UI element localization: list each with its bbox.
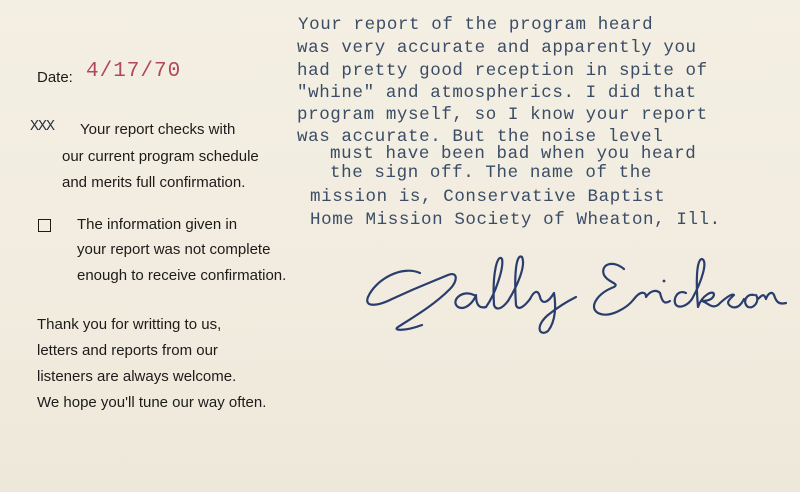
confirmed-line-3: and merits full confirmation.	[62, 174, 246, 191]
typed-line-3: had pretty good reception in spite of	[297, 61, 708, 81]
incomplete-line-2: your report was not complete	[77, 241, 271, 258]
typed-line-5: program myself, so I know your report	[297, 105, 708, 125]
thanks-line-3: listeners are always welcome.	[37, 368, 237, 385]
date-value: 4/17/70	[86, 60, 182, 83]
confirmed-line-1: Your report checks with	[80, 121, 236, 138]
thanks-line-2: letters and reports from our	[37, 342, 218, 359]
incomplete-line-1: The information given in	[77, 216, 238, 233]
typed-line-1: Your report of the program heard	[298, 15, 654, 35]
typed-line-6: was accurate. But the noise level	[297, 127, 664, 147]
thanks-line-4: We hope you'll tune our way often.	[37, 394, 267, 411]
confirmed-line-2: our current program schedule	[62, 148, 259, 165]
typed-line-4: "whine" and atmospherics. I did that	[297, 83, 697, 103]
typed-line-7: must have been bad when you heard	[330, 144, 697, 164]
incomplete-line-3: enough to receive confirmation.	[77, 267, 287, 284]
thanks-line-1: Thank you for writting to us,	[37, 316, 222, 333]
typed-line-2: was very accurate and apparently you	[297, 38, 697, 58]
typed-line-9: mission is, Conservative Baptist	[310, 187, 666, 207]
incomplete-checkbox	[38, 219, 51, 232]
handwritten-signature	[362, 245, 787, 335]
typed-line-8: the sign off. The name of the	[330, 163, 652, 183]
date-label: Date:	[37, 69, 73, 86]
confirmed-checkmark: XXX	[30, 118, 55, 135]
typed-line-10: Home Mission Society of Wheaton, Ill.	[310, 210, 721, 230]
